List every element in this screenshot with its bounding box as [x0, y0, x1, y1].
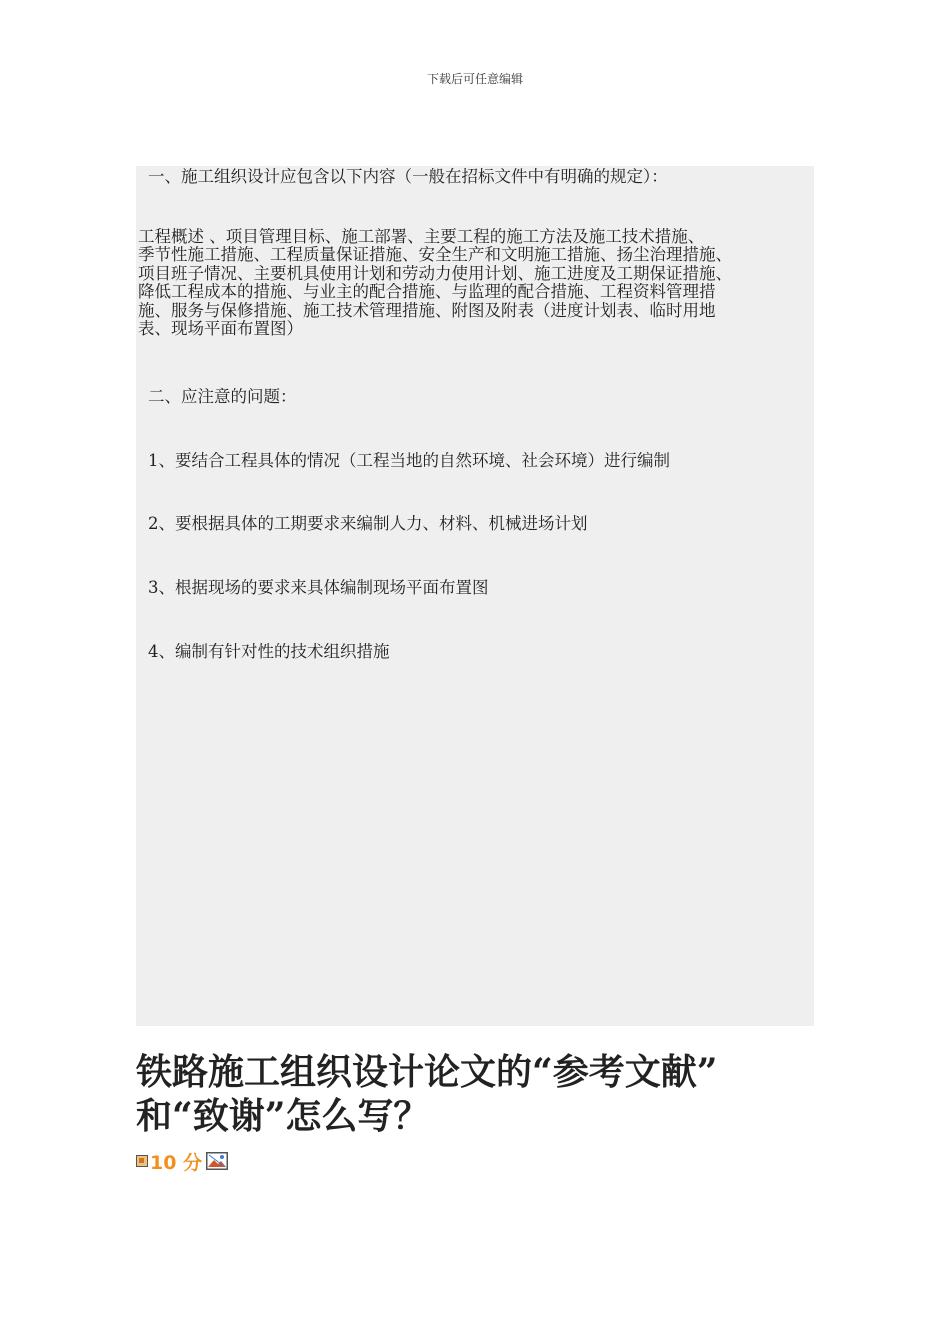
section1-heading: 一、施工组织设计应包含以下内容（一般在招标文件中有明确的规定）：	[148, 167, 668, 186]
section1-line: 降低工程成本的措施、与业主的配合措施、与监理的配合措施、工程资料管理措	[138, 283, 716, 302]
page-header-note: 下载后可任意编辑	[426, 72, 523, 86]
section1-contents	[138, 228, 814, 338]
note-item-1: 1、要结合工程具体的情况（工程当地的自然环境、社会环境）进行编制	[148, 451, 670, 470]
question-title-line1: 铁路施工组织设计论文的“参考文献”	[136, 1051, 718, 1093]
answer-content-box	[136, 166, 814, 1026]
section1-line: 表、现场平面布置图）	[138, 320, 303, 339]
section1-line: 项目班子情况、主要机具使用计划和劳动力使用计划、施工进度及工期保证措施、	[138, 264, 732, 283]
reward-row	[136, 1148, 228, 1174]
section1-line: 季节性施工措施、工程质量保证措施、安全生产和文明施工措施、扬尘治理措施、	[138, 246, 732, 265]
question-title	[136, 1050, 836, 1138]
note-item-2: 2、要根据具体的工期要求来编制人力、材料、机械进场计划	[148, 514, 588, 533]
image-icon	[206, 1152, 228, 1170]
section1-line: 工程概述 、项目管理目标、施工部署、主要工程的施工方法及施工技术措施、	[138, 228, 705, 246]
coin-icon	[136, 1155, 148, 1167]
note-item-3: 3、根据现场的要求来具体编制现场平面布置图	[148, 578, 489, 597]
section1-line: 施、服务与保修措施、施工技术管理措施、附图及附表（进度计划表、临时用地	[138, 301, 716, 320]
reward-points: 10 分	[150, 1151, 203, 1174]
section2-heading: 二、应注意的问题：	[148, 387, 297, 406]
note-item-4: 4、编制有针对性的技术组织措施	[148, 642, 390, 661]
question-title-line2: 和“致谢”怎么写？	[136, 1095, 430, 1137]
